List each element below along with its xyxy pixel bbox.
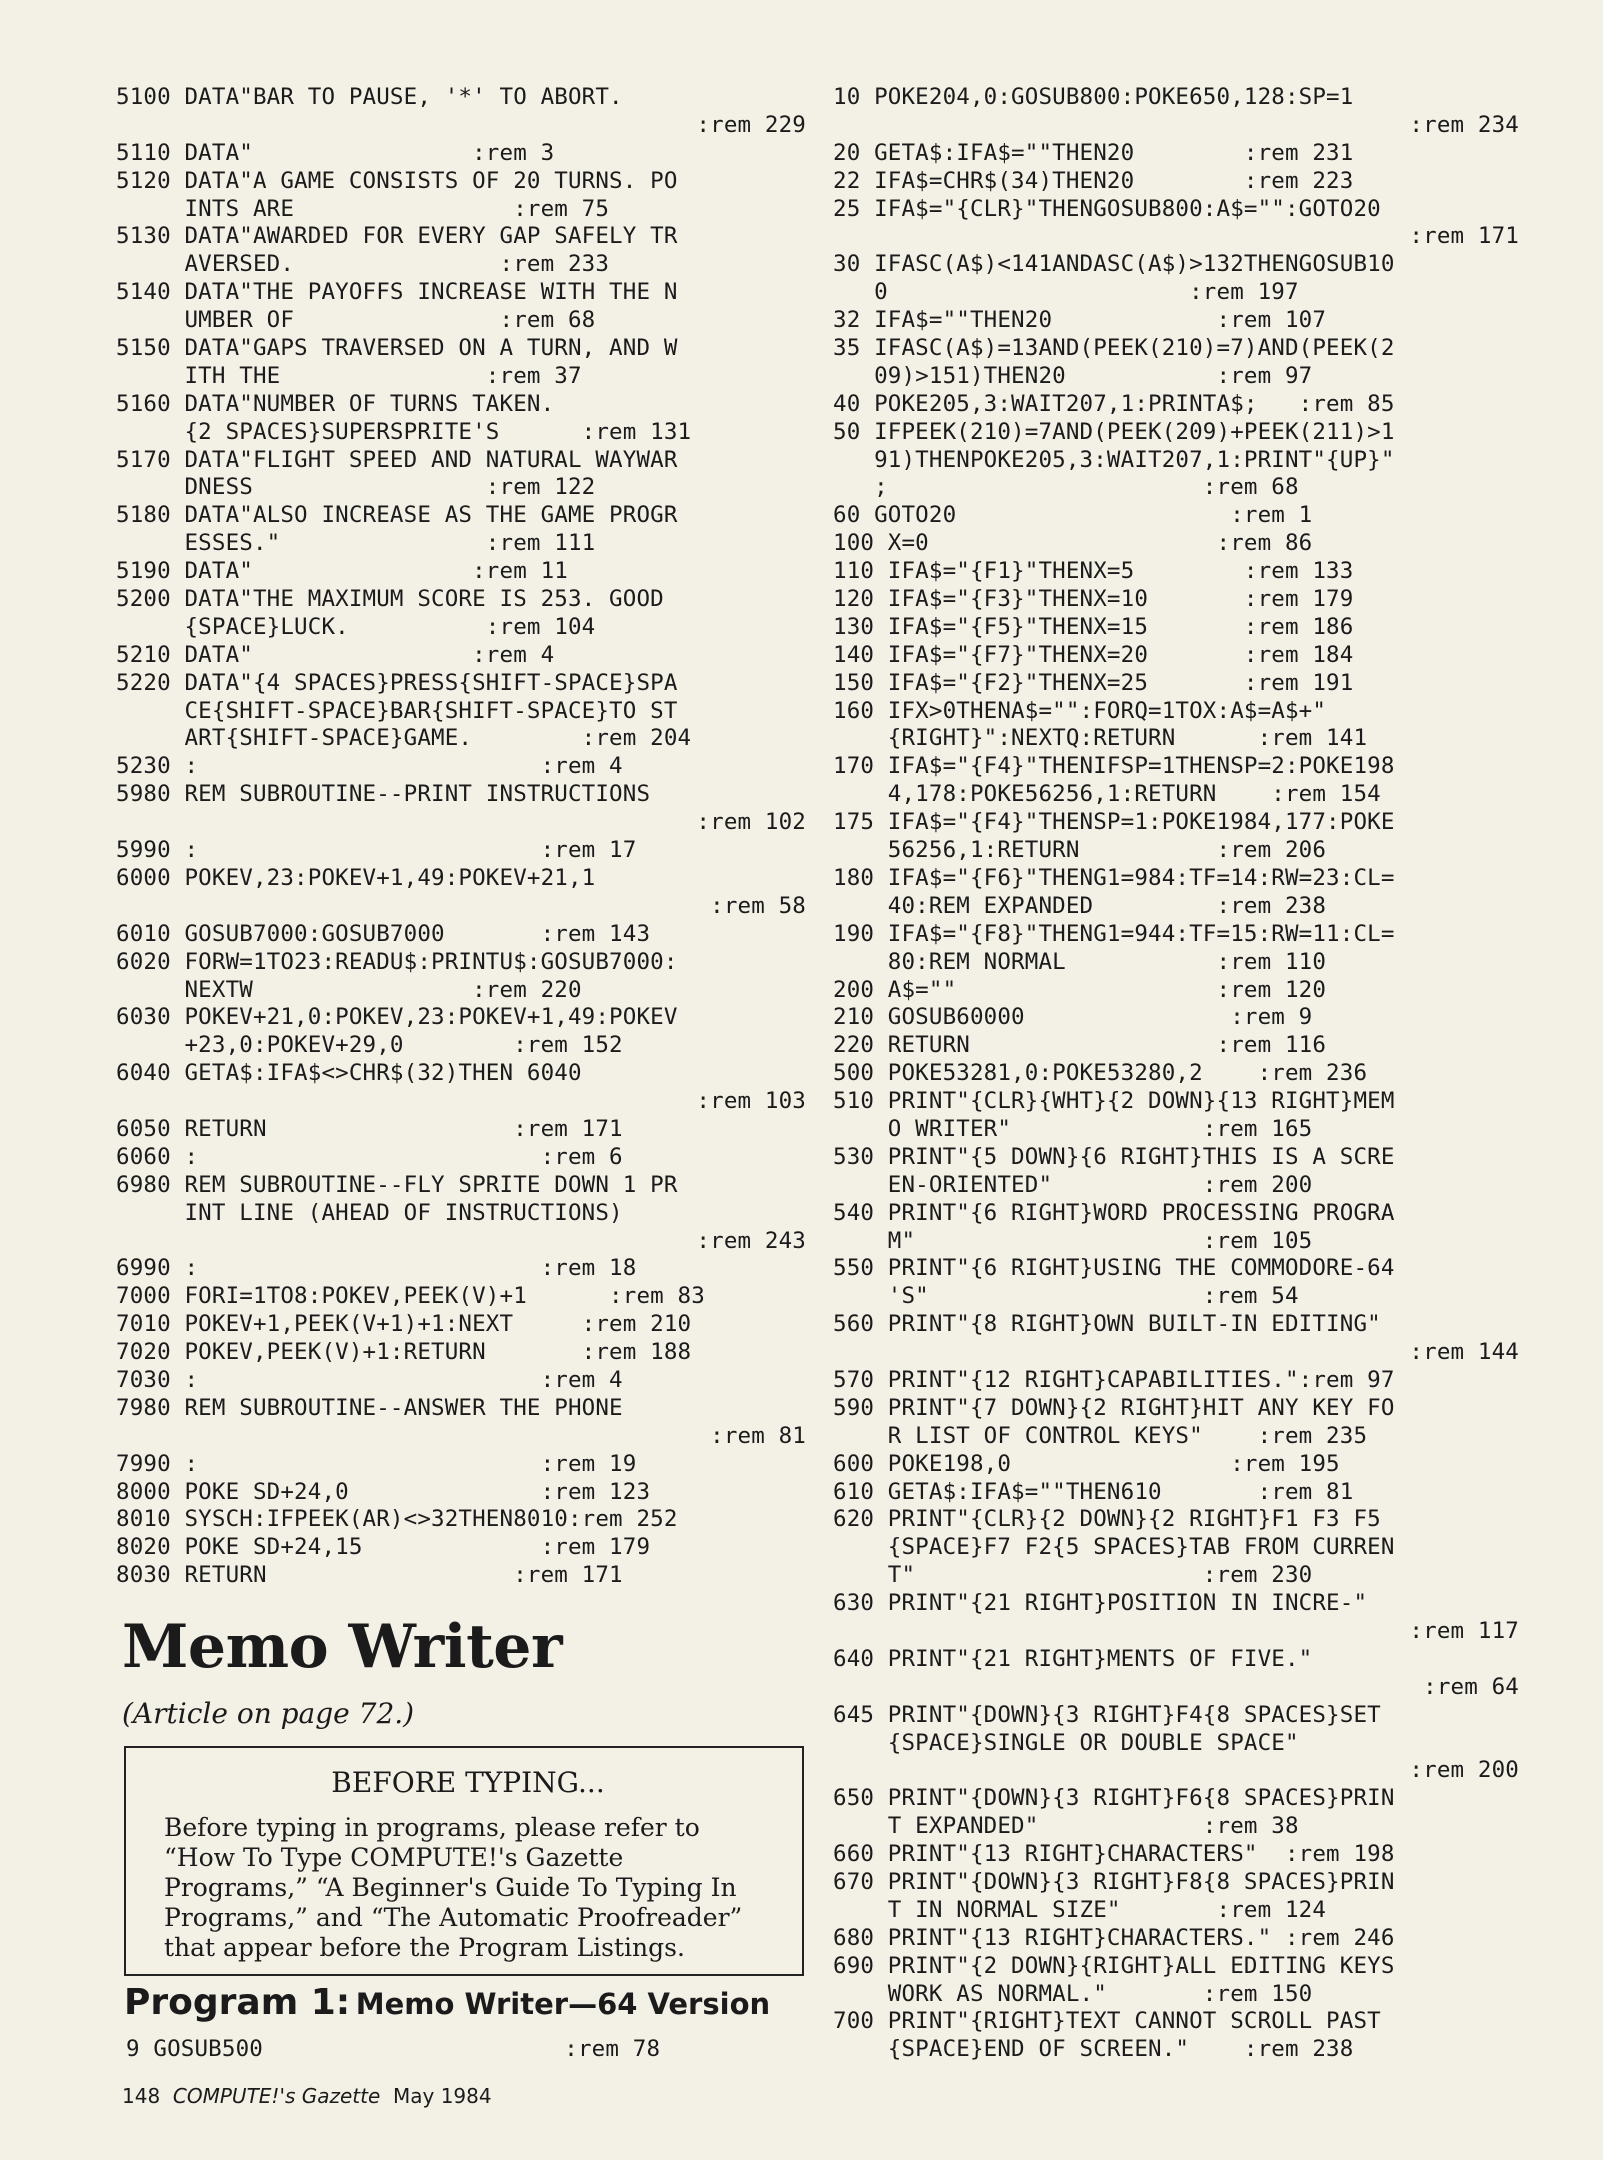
code-line: 5140 DATA"THE PAYOFFS INCREASE WITH THE N: [116, 279, 678, 306]
code-line: 50 IFPEEK(210)=7AND(PEEK(209)+PEEK(211)>1: [833, 418, 1395, 445]
code-line: 5170 DATA"FLIGHT SPEED AND NATURAL WAYWAR: [116, 446, 678, 473]
program-first-line: 9 GOSUB500 :rem 78: [126, 2036, 661, 2062]
code-line: 91)THENPOKE205,3:WAIT207,1:PRINT"{UP}": [833, 446, 1395, 473]
code-line: 610 GETA$:IFA$=""THEN610 :rem 81: [833, 1478, 1354, 1505]
issue-date: May 1984: [392, 2084, 492, 2108]
code-line: 8000 POKE SD+24,0 :rem 123: [116, 1478, 651, 1505]
code-line: :rem 243: [696, 1227, 806, 1254]
code-line: 0 :rem 197: [833, 279, 1299, 306]
code-line: :rem 229: [696, 111, 806, 138]
code-line: :rem 81: [710, 1422, 806, 1449]
code-line: 590 PRINT"{7 DOWN}{2 RIGHT}HIT ANY KEY FO: [833, 1394, 1395, 1421]
code-line: 660 PRINT"{13 RIGHT}CHARACTERS" :rem 198: [833, 1841, 1395, 1868]
magazine-name: COMPUTE!'s Gazette: [172, 2084, 381, 2108]
code-line: :rem 144: [1409, 1339, 1519, 1366]
code-line: 175 IFA$="{F4}"THENSP=1:POKE1984,177:POKE: [833, 809, 1395, 836]
code-line: 100 X=0 :rem 86: [833, 530, 1313, 557]
program-name: Memo Writer—64 Version: [355, 1987, 771, 2021]
code-line: O WRITER" :rem 165: [833, 1115, 1313, 1142]
code-line: 32 IFA$=""THEN20 :rem 107: [833, 307, 1327, 334]
code-line: 56256,1:RETURN :rem 206: [833, 837, 1327, 864]
code-line: T EXPANDED" :rem 38: [833, 1813, 1299, 1840]
code-line: +23,0:POKEV+29,0 :rem 152: [116, 1032, 623, 1059]
code-line: EN-ORIENTED" :rem 200: [833, 1171, 1313, 1198]
code-line: :rem 64: [1423, 1673, 1519, 1700]
code-line: ESSES." :rem 111: [116, 530, 596, 557]
article-reference: (Article on page 72.): [122, 1697, 415, 1730]
before-typing-body: Before typing in programs, please refer to “How To Type COMPUTE!'s Gazette Programs,” “A Beginner's Guide To Typing In Programs,” and “The Automatic Proofreader” that appear before the Program Listings.: [164, 1813, 743, 1962]
code-line: CE{SHIFT-SPACE}BAR{SHIFT-SPACE}TO ST: [116, 697, 678, 724]
code-line: 80:REM NORMAL :rem 110: [833, 948, 1327, 975]
code-line: {RIGHT}":NEXTQ:RETURN :rem 141: [833, 725, 1368, 752]
code-line: ; :rem 68: [833, 474, 1299, 501]
code-line: :rem 102: [696, 809, 806, 836]
code-line: {2 SPACES}SUPERSPRITE'S :rem 131: [116, 418, 692, 445]
code-line: 5980 REM SUBROUTINE--PRINT INSTRUCTIONS: [116, 781, 651, 808]
code-line: 170 IFA$="{F4}"THENIFSP=1THENSP=2:POKE198: [833, 753, 1395, 780]
code-line: ITH THE :rem 37: [116, 362, 582, 389]
code-line: 7020 POKEV,PEEK(V)+1:RETURN :rem 188: [116, 1339, 692, 1366]
code-line: 645 PRINT"{DOWN}{3 RIGHT}F4{8 SPACES}SET: [833, 1701, 1381, 1728]
code-line: {SPACE}F7 F2{5 SPACES}TAB FROM CURREN: [833, 1534, 1395, 1561]
code-line: :rem 171: [1409, 223, 1519, 250]
code-line: 8010 SYSCH:IFPEEK(AR)<>32THEN8010:rem 252: [116, 1506, 678, 1533]
code-line: R LIST OF CONTROL KEYS" :rem 235: [833, 1422, 1368, 1449]
right-code-column: [833, 84, 1519, 2064]
code-line: 'S" :rem 54: [833, 1283, 1299, 1310]
code-line: 35 IFASC(A$)=13AND(PEEK(210)=7)AND(PEEK(2: [833, 335, 1395, 362]
code-line: 150 IFA$="{F2}"THENX=25 :rem 191: [833, 669, 1354, 696]
before-typing-title: BEFORE TYPING...: [331, 1766, 605, 1799]
code-line: 650 PRINT"{DOWN}{3 RIGHT}F6{8 SPACES}PRIN: [833, 1785, 1395, 1812]
code-line: 190 IFA$="{F8}"THENG1=944:TF=15:RW=11:CL=: [833, 920, 1395, 947]
code-line: 5180 DATA"ALSO INCREASE AS THE GAME PROGR: [116, 502, 678, 529]
code-line: 540 PRINT"{6 RIGHT}WORD PROCESSING PROGRA: [833, 1199, 1395, 1226]
code-line: DNESS :rem 122: [116, 474, 596, 501]
code-line: 10 POKE204,0:GOSUB800:POKE650,128:SP=1: [833, 84, 1354, 110]
code-line: 20 GETA$:IFA$=""THEN20 :rem 231: [833, 139, 1354, 166]
code-line: 7010 POKEV+1,PEEK(V+1)+1:NEXT :rem 210: [116, 1311, 692, 1338]
code-line: 40 POKE205,3:WAIT207,1:PRINTA$; :rem 85: [833, 390, 1395, 417]
code-line: T" :rem 230: [833, 1562, 1313, 1589]
code-line: 5190 DATA" :rem 11: [116, 558, 568, 585]
code-line: 30 IFASC(A$)<141ANDASC(A$)>132THENGOSUB10: [833, 251, 1395, 278]
code-line: UMBER OF :rem 68: [116, 307, 596, 334]
code-line: {SPACE}SINGLE OR DOUBLE SPACE": [833, 1729, 1299, 1756]
code-line: {SPACE}END OF SCREEN." :rem 238: [833, 2036, 1354, 2063]
before-typing-box: [124, 1746, 804, 1976]
code-line: :rem 234: [1409, 111, 1519, 138]
code-line: 570 PRINT"{12 RIGHT}CAPABILITIES.":rem 97: [833, 1366, 1395, 1393]
code-line: :rem 103: [696, 1088, 806, 1115]
code-line: 09)>151)THEN20 :rem 97: [833, 362, 1313, 389]
code-line: 6040 GETA$:IFA$<>CHR$(32)THEN 6040: [116, 1060, 582, 1087]
code-line: 220 RETURN :rem 116: [833, 1032, 1327, 1059]
code-line: 7030 : :rem 4: [116, 1366, 623, 1393]
code-line: 6020 FORW=1TO23:READU$:PRINTU$:GOSUB7000:: [116, 948, 678, 975]
code-line: 6010 GOSUB7000:GOSUB7000 :rem 143: [116, 920, 651, 947]
code-line: 210 GOSUB60000 :rem 9: [833, 1004, 1313, 1031]
code-line: 25 IFA$="{CLR}"THENGOSUB800:A$="":GOTO20: [833, 195, 1381, 222]
code-line: 5160 DATA"NUMBER OF TURNS TAKEN.: [116, 390, 555, 417]
code-line: :rem 58: [710, 892, 806, 919]
code-line: 600 POKE198,0 :rem 195: [833, 1450, 1340, 1477]
code-line: 640 PRINT"{21 RIGHT}MENTS OF FIVE.": [833, 1645, 1313, 1672]
code-line: 7980 REM SUBROUTINE--ANSWER THE PHONE: [116, 1394, 623, 1421]
code-line: 5220 DATA"{4 SPACES}PRESS{SHIFT-SPACE}SPA: [116, 669, 678, 696]
program-label: Program 1:: [124, 1982, 351, 2023]
code-line: 690 PRINT"{2 DOWN}{RIGHT}ALL EDITING KEYS: [833, 1952, 1395, 1979]
code-line: 6060 : :rem 6: [116, 1143, 623, 1170]
code-line: 5130 DATA"AWARDED FOR EVERY GAP SAFELY TR: [116, 223, 678, 250]
code-line: 630 PRINT"{21 RIGHT}POSITION IN INCRE-": [833, 1590, 1368, 1617]
code-line: AVERSED. :rem 233: [116, 251, 610, 278]
code-line: 8030 RETURN :rem 171: [116, 1562, 623, 1589]
code-line: 5230 : :rem 4: [116, 753, 623, 780]
code-line: 40:REM EXPANDED :rem 238: [833, 892, 1327, 919]
code-line: 5120 DATA"A GAME CONSISTS OF 20 TURNS. PO: [116, 167, 678, 194]
code-line: 7990 : :rem 19: [116, 1450, 637, 1477]
code-line: M" :rem 105: [833, 1227, 1313, 1254]
code-line: 530 PRINT"{5 DOWN}{6 RIGHT}THIS IS A SCRE: [833, 1143, 1395, 1170]
code-line: 200 A$="" :rem 120: [833, 976, 1327, 1003]
code-line: INTS ARE :rem 75: [116, 195, 610, 222]
code-line: 620 PRINT"{CLR}{2 DOWN}{2 RIGHT}F1 F3 F5: [833, 1506, 1381, 1533]
code-line: 4,178:POKE56256,1:RETURN :rem 154: [833, 781, 1381, 808]
code-line: 110 IFA$="{F1}"THENX=5 :rem 133: [833, 558, 1354, 585]
code-line: :rem 117: [1409, 1617, 1519, 1644]
section-title: Memo Writer: [122, 1612, 563, 1682]
code-line: 8020 POKE SD+24,15 :rem 179: [116, 1534, 651, 1561]
code-line: 550 PRINT"{6 RIGHT}USING THE COMMODORE-64: [833, 1255, 1395, 1282]
code-line: 60 GOTO20 :rem 1: [833, 502, 1313, 529]
code-line: ART{SHIFT-SPACE}GAME. :rem 204: [116, 725, 692, 752]
code-line: 510 PRINT"{CLR}{WHT}{2 DOWN}{13 RIGHT}MEM: [833, 1088, 1395, 1115]
code-line: 130 IFA$="{F5}"THENX=15 :rem 186: [833, 613, 1354, 640]
code-line: {SPACE}LUCK. :rem 104: [116, 613, 596, 640]
code-line: 140 IFA$="{F7}"THENX=20 :rem 184: [833, 641, 1354, 668]
code-line: 120 IFA$="{F3}"THENX=10 :rem 179: [833, 586, 1354, 613]
page-footer: [122, 2084, 492, 2108]
code-line: 700 PRINT"{RIGHT}TEXT CANNOT SCROLL PAST: [833, 2008, 1381, 2035]
code-line: 680 PRINT"{13 RIGHT}CHARACTERS." :rem 246: [833, 1924, 1395, 1951]
code-line: 6980 REM SUBROUTINE--FLY SPRITE DOWN 1 PR: [116, 1171, 678, 1198]
code-line: 22 IFA$=CHR$(34)THEN20 :rem 223: [833, 167, 1354, 194]
code-line: INT LINE (AHEAD OF INSTRUCTIONS): [116, 1199, 623, 1226]
code-line: 5110 DATA" :rem 3: [116, 139, 555, 166]
code-line: 180 IFA$="{F6}"THENG1=984:TF=14:RW=23:CL=: [833, 864, 1395, 891]
code-line: 560 PRINT"{8 RIGHT}OWN BUILT-IN EDITING": [833, 1311, 1381, 1338]
code-line: 6030 POKEV+21,0:POKEV,23:POKEV+1,49:POKEV: [116, 1004, 678, 1031]
code-line: 7000 FORI=1TO8:POKEV,PEEK(V)+1 :rem 83: [116, 1283, 705, 1310]
code-line: 160 IFX>0THENA$="":FORQ=1TOX:A$=A$+": [833, 697, 1327, 724]
code-line: WORK AS NORMAL." :rem 150: [833, 1980, 1313, 2007]
code-line: 5100 DATA"BAR TO PAUSE, '*' TO ABORT.: [116, 84, 623, 110]
page-number: 148: [122, 2084, 161, 2108]
code-line: 5210 DATA" :rem 4: [116, 641, 555, 668]
program-heading: [124, 1982, 770, 2023]
code-line: 500 POKE53281,0:POKE53280,2 :rem 236: [833, 1060, 1368, 1087]
code-line: 670 PRINT"{DOWN}{3 RIGHT}F8{8 SPACES}PRIN: [833, 1869, 1395, 1895]
code-line: 6050 RETURN :rem 171: [116, 1115, 623, 1142]
code-line: 5150 DATA"GAPS TRAVERSED ON A TURN, AND W: [116, 335, 678, 362]
code-line: 6000 POKEV,23:POKEV+1,49:POKEV+21,1: [116, 864, 596, 891]
code-line: NEXTW :rem 220: [116, 976, 582, 1003]
code-line: :rem 200: [1409, 1757, 1519, 1784]
left-code-column: [116, 84, 806, 1590]
code-line: T IN NORMAL SIZE" :rem 124: [833, 1896, 1327, 1923]
code-line: 6990 : :rem 18: [116, 1255, 637, 1282]
code-line: 5200 DATA"THE MAXIMUM SCORE IS 253. GOOD: [116, 586, 664, 613]
code-line: 5990 : :rem 17: [116, 837, 637, 864]
